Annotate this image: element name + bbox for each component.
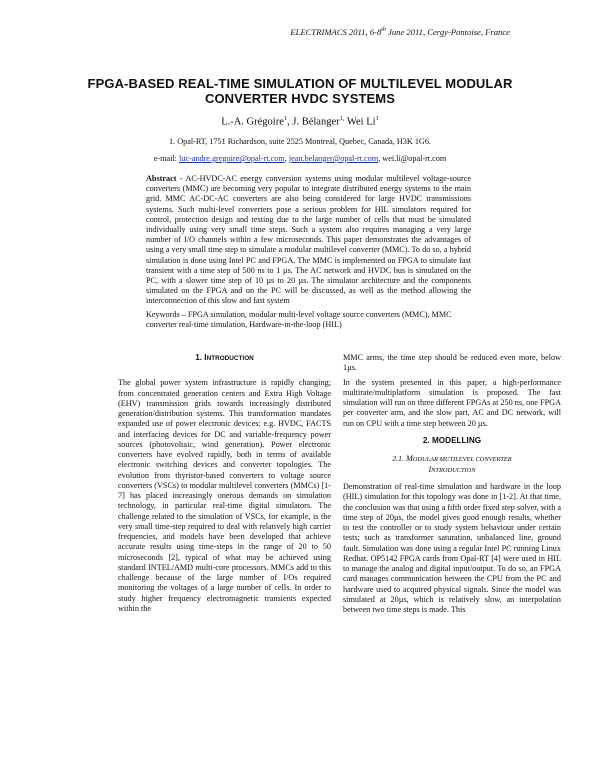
- title-line-2: CONVERTER HVDC SYSTEMS: [204, 91, 395, 106]
- abstract: [146, 174, 471, 307]
- abstract-text: AC-HVDC-AC energy conversion systems using modular multilevel voltage-source converters (MMC) are becoming very popular to integrate distributed energy systems to the main grid. MMC AC-DC-AC converters are also being considered for large HVDC transmissions systems. Such multi-level converters pose a serious problem for HIL simulators required for control, protection design and testing due to the large number of cells that must be simulated individually using very small time steps. Such a system also requires managing a very large number of I/O channels within a few microseconds. This paper demonstrates the advantages of using a very small time step to simulate a modular multilevel converter (MMC). To do so, a hybrid simulation is done using Intel PC and FPGA. The MMC is implemented on FPGA to simulate fast transient with a time step of 500 ns to 1 µs. The AC network and HVDC bus is simulated on the PC, with a slower time step of 10 µs to 20 µs. The simulator architecture and the components simulated on the FPGA and on the PC will be discussed, as well as the method allowing the interconnection of this slow and fast system: [146, 174, 471, 306]
- email-line: e-mail: luc-andre.gregoire@opal-rt.com, jean.belanger@opal-rt.com, wei.li@opal-rt.com: [153, 154, 447, 163]
- author-list: L.-A. Grégoire$^1$, J. Bélanger$^{1,}$ Wei Li$^1$: [221, 115, 379, 128]
- email-link-belanger[interactable]: jean.belanger@opal-rt.com: [288, 154, 379, 163]
- email-link-gregoire[interactable]: luc-andre.gregoire@opal-rt.com: [178, 154, 285, 163]
- introduction-paragraph: The global power system infrastructure is rapidly changing; from concentrated generation centers and Extra High Voltage (EHV) transmission grids towards increasingly distributed generation/distribution systems. This transformation mandates expanded use of power electronic devices: e.g. HVDC, FACTS and interfacing devices for DC and variable-frequency power sources (photovoltaic, wind generation). Power electronic converters have evolved rapidly, both in terms of available electronic switching devices and converter topologies. The evolution from thyristor-based converters to voltage source converters (VSCs) to modular multilevel converters (MMCs) [1-7] has placed increasingly onerous demands on simulation technology, in particular real-time digital simulators. The challenge related to the simulation of VSCs, for example, is the very small time-step required to deal with relatively high carrier frequencies, and models have been developed that achieve accurate results using time-steps in the range of 20 to 50 microseconds [2], typical of what may be achieved using standard INTEL/AMD multi-core processors. MMCs add to this challenge because of the large number of I/Os required monitoring the voltages of a large number of cells. In order to study higher frequency electromagnetic transients expected within the: [118, 378, 331, 613]
- abstract-label: Abstract -: [146, 174, 183, 183]
- intro-continuation: MMC arms, the time step should be reduced even more, below 1µs.: [343, 353, 561, 373]
- section-1-heading: 1. INTRODUCTION: [195, 353, 254, 362]
- title-line-1: FPGA-BASED REAL-TIME SIMULATION OF MULTILEVEL MODULAR: [87, 76, 513, 91]
- modelling-paragraph: Demonstration of real-time simulation and hardware in the loop (HIL) simulation for this topology was done in [1-2]. At that time, the conclusion was that using a fifth order fixed step solver, with a time step of 20µs, the model gives good enough results, whether to test the controller or to study system behaviour under certain tests; such as transformer saturation, unbalanced line, ground fault. Simulation was done using a regular Intel PC running Linux Redhat. OP5142 FPGA cards from Opal-RT [4] were used in HIL to manage the analog and digital input/output. To do so, an FPGA card manages communication between the CPU from the PC and hardware used to acquired physical signals. Since the model was simulated at 20µs, which is relatively slow, an interpolation between two time steps is made. This: [343, 482, 561, 614]
- affiliation: 1. Opal-RT, 1751 Richardson, suite 2525 Montreal, Quebec, Canada, H3K 1G6.: [169, 137, 431, 146]
- right-column: [343, 353, 561, 615]
- conference-header: ELECTRIMACS 2011, 6-8th June 2011, Cergy-Pontoise, France: [290, 27, 510, 37]
- left-column: [118, 353, 331, 614]
- intro-paragraph-2: In the system presented in this paper, a high-performance multirate/multiplatform simulation is proposed. The fast simulation will run on three different FPGAs at 250 ns, one FPGA per converter arm, and the slow part, AC and DC network, will run on CPU with a time step between 20 µs.: [343, 377, 561, 428]
- keywords: Keywords – FPGA simulation, modular multi-level voltage source converters (MMC), MMC converter real-time simulation, Hardware-in-the-loop (HIL): [146, 310, 452, 330]
- subsection-2-1-heading: 2.1. MODULAR MUTILEVEL CONVERTER INTRODUCTION: [392, 454, 512, 474]
- paper-title: [60, 76, 540, 106]
- section-2-heading: 2. MODELLING: [422, 435, 482, 445]
